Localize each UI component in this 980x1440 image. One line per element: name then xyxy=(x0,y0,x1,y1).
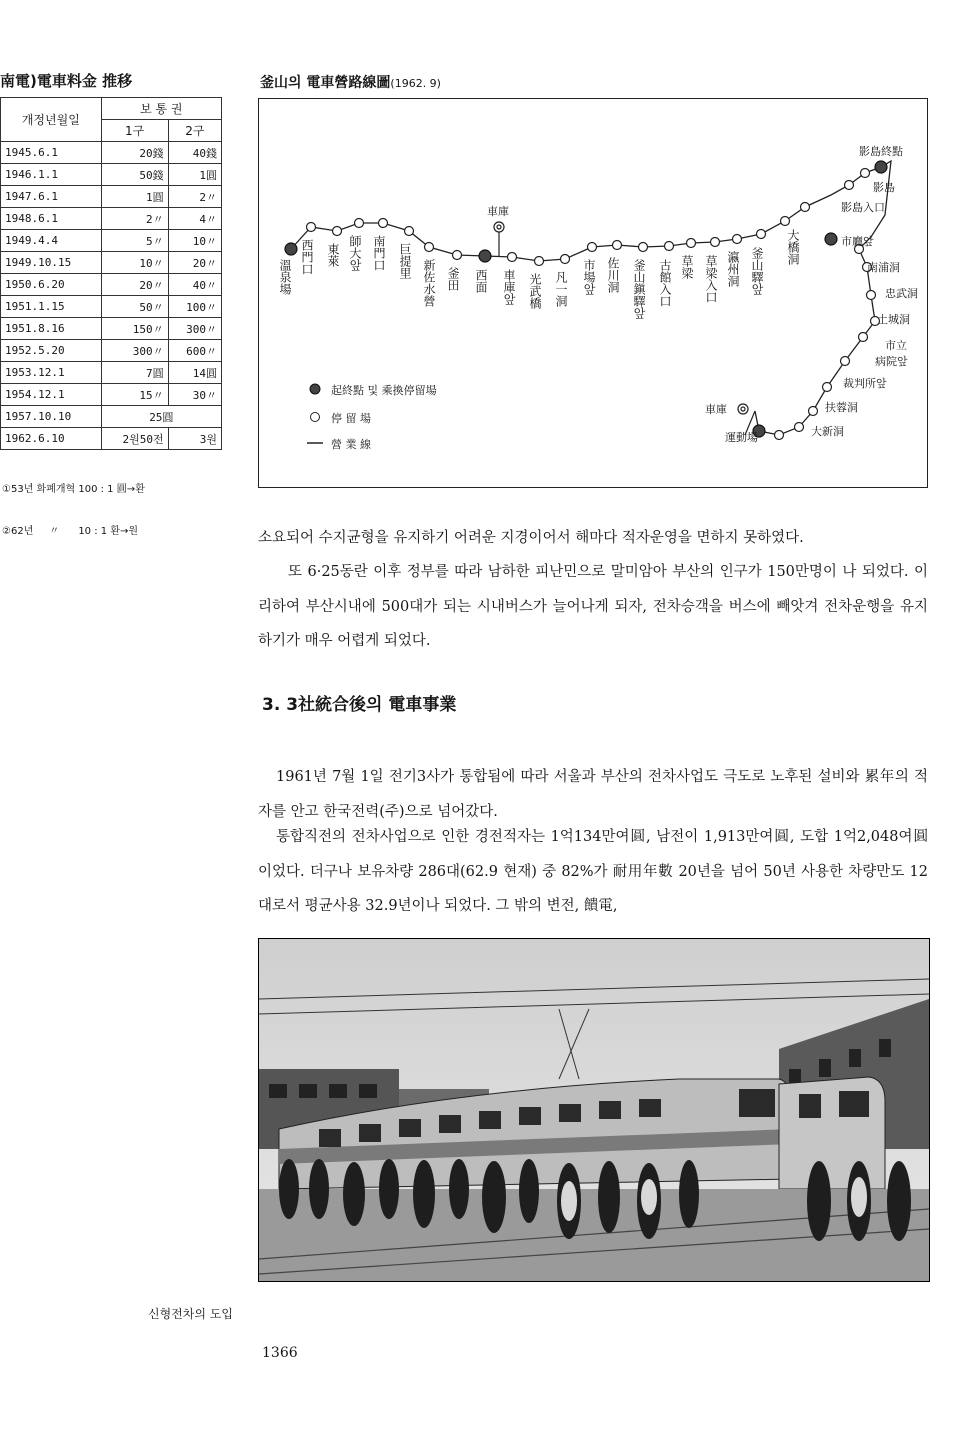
stop-label: 土城洞 xyxy=(877,313,910,326)
fare-date-cell: 1957.10.10 xyxy=(1,406,102,428)
fare-date-cell: 1949.4.4 xyxy=(1,230,102,252)
fare-date-cell: 1945.6.1 xyxy=(1,142,102,164)
fare-table xyxy=(0,97,222,450)
fare-row xyxy=(1,340,222,362)
fare-value-cell: 50〃 xyxy=(101,296,168,318)
paragraph-2: 또 6·25동란 이후 정부를 따라 남하한 피난민으로 말미암아 부산의 인구가 150만명이 나 되었다. 이리하여 부산시내에 500대가 되는 시내버스가 늘어나게 되자, 전차승객을 버스에 빼앗겨 전차운행을 유지하기가 매우 어렵게 되었다. xyxy=(258,564,928,649)
fare-date-cell: 1953.12.1 xyxy=(1,362,102,384)
fare-row xyxy=(1,142,222,164)
depot-markers xyxy=(494,222,748,414)
fare-row xyxy=(1,274,222,296)
stop-marker xyxy=(307,223,316,232)
fare-row xyxy=(1,318,222,340)
fare-row xyxy=(1,252,222,274)
fare-row xyxy=(1,230,222,252)
col-header-group: 보 통 권 xyxy=(101,98,221,120)
fare-note: ②62년 〃 10 : 1 환→원 xyxy=(2,526,139,537)
stop-marker xyxy=(733,235,742,244)
stop-marker xyxy=(775,431,784,440)
stop-label: 南浦洞 xyxy=(867,261,900,274)
stop-label: 新佐水營 xyxy=(422,259,436,307)
stop-label: 影島終點 xyxy=(859,145,903,158)
fare-title-prefix: 南電) xyxy=(0,72,37,90)
fare-date-cell: 1946.1.1 xyxy=(1,164,102,186)
fare-row xyxy=(1,296,222,318)
stop-label: 南門口 xyxy=(372,235,386,271)
stop-label: 凡一洞 xyxy=(554,271,568,307)
stop-label: 西門口 xyxy=(300,239,314,275)
fare-date-cell: 1952.5.20 xyxy=(1,340,102,362)
stop-label: 釜田 xyxy=(446,267,460,291)
stop-label: 草梁入口 xyxy=(704,255,718,303)
depot-label-2: 車庫 xyxy=(705,403,727,416)
fare-value-cell: 40錢 xyxy=(168,142,221,164)
stop-label: 東萊 xyxy=(326,243,340,267)
legend-terminal: 起終點 및 乘換停留場 xyxy=(331,384,437,397)
col-header-zone1: 1구 xyxy=(101,120,168,142)
stop-label: 釜山驛앞 xyxy=(750,247,764,295)
terminal-marker xyxy=(285,243,297,255)
fare-value-cell: 20〃 xyxy=(168,252,221,274)
col-header-date: 개정년월일 xyxy=(1,98,102,142)
photo-caption: 신형전차의 도입 xyxy=(148,1307,233,1321)
stop-marker xyxy=(379,219,388,228)
stop-label: 忠武洞 xyxy=(885,287,918,300)
fare-table-body xyxy=(1,142,222,450)
fare-value-cell: 1圓 xyxy=(101,186,168,208)
stop-marker xyxy=(845,181,854,190)
fare-value-cell: 5〃 xyxy=(101,230,168,252)
paragraph-3: 1961년 7월 1일 전기3사가 통합됨에 따라 서울과 부산의 전차사업도 극도로 노후된 설비와 累年의 적자를 안고 한국전력(주)으로 넘어갔다. xyxy=(258,769,928,820)
fare-row xyxy=(1,208,222,230)
fare-date-cell: 1962.6.10 xyxy=(1,428,102,450)
paragraph-1: 소요되어 수지균형을 유지하기 어려운 지경이어서 해마다 적자운영을 면하지 못하였다. xyxy=(258,530,804,546)
legend-terminal-marker xyxy=(310,384,320,394)
legend-stop-marker xyxy=(311,413,320,422)
fare-row xyxy=(1,164,222,186)
stop-marker xyxy=(859,333,868,342)
fare-value-cell: 150〃 xyxy=(101,318,168,340)
stops-open xyxy=(307,169,880,440)
legend-line: 營 業 線 xyxy=(331,438,371,451)
stop-marker xyxy=(687,239,696,248)
stop-label: 瀛州洞 xyxy=(726,251,740,287)
map-date: (1962. 9) xyxy=(390,77,441,90)
stop-marker xyxy=(639,243,648,252)
fare-value-cell: 40〃 xyxy=(168,274,221,296)
fare-value-cell: 1圓 xyxy=(168,164,221,186)
stop-marker xyxy=(711,238,720,247)
fare-date-cell: 1947.6.1 xyxy=(1,186,102,208)
stop-marker xyxy=(781,217,790,226)
terminal-marker xyxy=(825,233,837,245)
stop-marker xyxy=(823,383,832,392)
stop-label: 病院앞 xyxy=(875,355,908,368)
fare-date-cell: 1951.8.16 xyxy=(1,318,102,340)
terminal-marker xyxy=(479,250,491,262)
stop-marker xyxy=(588,243,597,252)
fare-value-cell: 10〃 xyxy=(101,252,168,274)
fare-date-cell: 1948.6.1 xyxy=(1,208,102,230)
fare-value-cell: 10〃 xyxy=(168,230,221,252)
stop-marker xyxy=(405,227,414,236)
stop-marker xyxy=(425,243,434,252)
col-header-zone2: 2구 xyxy=(168,120,221,142)
stop-label: 溫泉場 xyxy=(278,259,292,295)
stop-label: 大橋洞 xyxy=(786,229,800,265)
fare-date-cell: 1950.6.20 xyxy=(1,274,102,296)
stop-label: 大新洞 xyxy=(811,425,844,438)
stop-marker xyxy=(841,357,850,366)
stop-marker xyxy=(355,219,364,228)
stop-marker xyxy=(333,227,342,236)
terminal-marker xyxy=(875,161,887,173)
stop-label: 市廳앞 xyxy=(841,235,874,248)
stop-label: 市場앞 xyxy=(582,259,596,295)
stop-marker xyxy=(809,407,818,416)
stop-marker xyxy=(867,291,876,300)
stop-marker xyxy=(453,251,462,260)
stop-marker xyxy=(801,203,810,212)
stop-marker xyxy=(861,169,870,178)
stop-label: 市立 xyxy=(885,339,907,352)
fare-row xyxy=(1,362,222,384)
fare-value-cell: 300〃 xyxy=(101,340,168,362)
stop-label: 扶蓉洞 xyxy=(825,401,858,414)
fare-value-cell: 7圓 xyxy=(101,362,168,384)
stop-label: 影島入口 xyxy=(841,201,885,214)
fare-value-cell: 3원 xyxy=(168,428,221,450)
legend-stop: 停 留 場 xyxy=(331,412,371,425)
fare-value-cell: 100〃 xyxy=(168,296,221,318)
fare-value-cell: 30〃 xyxy=(168,384,221,406)
stop-label: 佐川洞 xyxy=(606,257,620,293)
stop-label: 古館入口 xyxy=(658,259,672,307)
fare-value-cell: 15〃 xyxy=(101,384,168,406)
stop-label: 影島 xyxy=(873,181,895,194)
stop-marker xyxy=(535,257,544,266)
fare-row xyxy=(1,406,222,428)
fare-value-cell: 14圓 xyxy=(168,362,221,384)
stop-marker xyxy=(757,230,766,239)
fare-value-cell: 2〃 xyxy=(101,208,168,230)
stop-label: 車庫앞 xyxy=(502,269,516,305)
stop-label: 草梁 xyxy=(680,255,694,279)
page-number: 1366 xyxy=(262,1345,298,1361)
fare-value-cell: 20錢 xyxy=(101,142,168,164)
fare-value-cell: 300〃 xyxy=(168,318,221,340)
fare-row xyxy=(1,428,222,450)
fare-value-cell: 25圓 xyxy=(101,406,221,428)
fare-note: ①53년 화폐개혁 100 : 1 圓→환 xyxy=(2,484,145,495)
fare-value-cell: 4〃 xyxy=(168,208,221,230)
depot-label: 車庫 xyxy=(487,205,509,218)
tram-photo xyxy=(258,938,930,1282)
stop-label: 師大앞 xyxy=(348,235,362,271)
stop-marker xyxy=(508,253,517,262)
fare-table-title: 南電)電車料金 推移 xyxy=(0,72,133,90)
stop-label: 釜山鎭驛앞 xyxy=(632,259,646,319)
fare-row xyxy=(1,384,222,406)
stop-marker xyxy=(665,242,674,251)
stop-label: 運動場 xyxy=(725,431,758,444)
map-title: 釜山의 電車營路線圖(1962. 9) xyxy=(260,75,441,91)
fare-value-cell: 50錢 xyxy=(101,164,168,186)
stop-marker xyxy=(795,423,804,432)
paragraph-4: 통합직전의 전차사업으로 인한 경전적자는 1억134만여圓, 남전이 1,913만여圓, 도합 1억2,048여圓이었다. 더구나 보유차량 286대(62.9 현재) 중 82%가 耐用年數 20년을 넘어 50년 사용한 차량만도 12대로서 평균사용 32.9년이나 되었다. 그 밖의 변전, 饋電, xyxy=(258,829,928,914)
fare-value-cell: 20〃 xyxy=(101,274,168,296)
fare-date-cell: 1954.12.1 xyxy=(1,384,102,406)
fare-row xyxy=(1,186,222,208)
stop-label: 巨提里 xyxy=(398,243,412,279)
route-map xyxy=(258,98,928,488)
fare-date-cell: 1951.1.15 xyxy=(1,296,102,318)
stop-label: 裁判所앞 xyxy=(843,377,887,390)
fare-date-cell: 1949.10.15 xyxy=(1,252,102,274)
stop-marker xyxy=(561,255,570,264)
depot-marker xyxy=(497,225,501,229)
fare-value-cell: 2〃 xyxy=(168,186,221,208)
fare-value-cell: 600〃 xyxy=(168,340,221,362)
stop-label: 光武橋 xyxy=(528,273,542,309)
fare-notes xyxy=(2,455,145,553)
tram-photo-image xyxy=(259,939,929,1281)
depot-marker xyxy=(741,407,745,411)
stop-label: 西面 xyxy=(474,269,488,293)
fare-value-cell: 2원50전 xyxy=(101,428,168,450)
section-heading: 3. 3社統合後의 電車事業 xyxy=(262,695,457,715)
stop-marker xyxy=(613,241,622,250)
